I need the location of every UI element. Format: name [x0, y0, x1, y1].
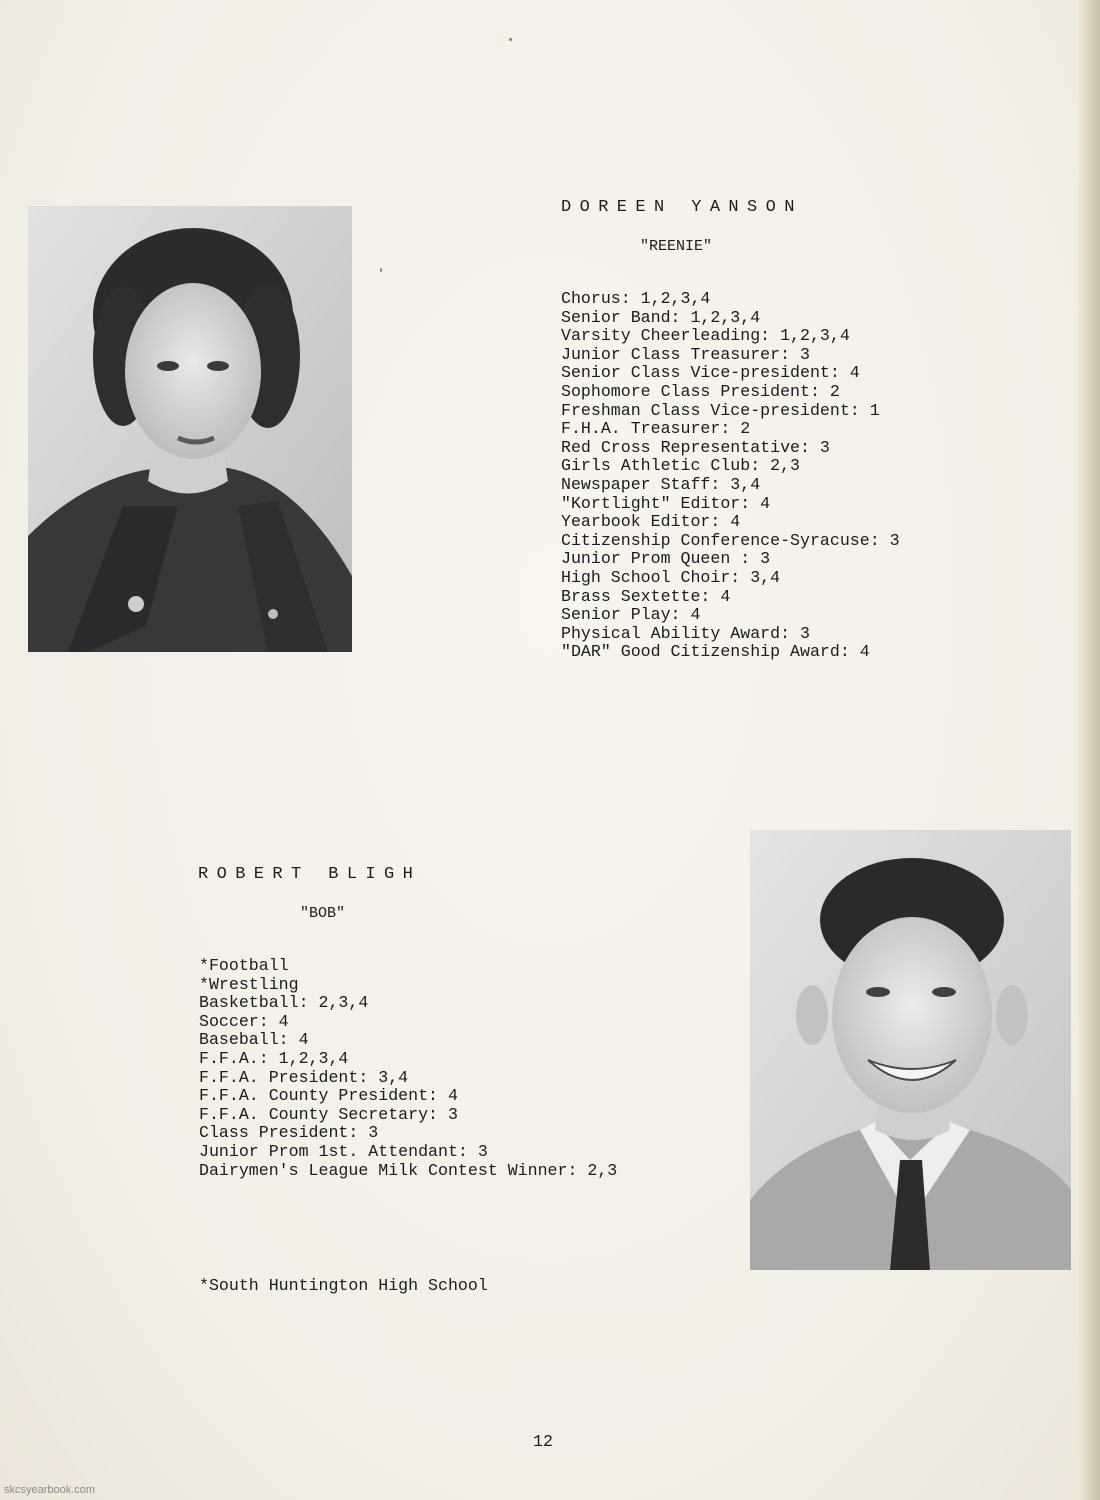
activity-item: *Wrestling [199, 974, 299, 994]
activity-item: Physical Ability Award: 3 [561, 623, 810, 643]
activity-item: Varsity Cheerleading: 1,2,3,4 [561, 326, 850, 346]
activity-item: Junior Class Treasurer: 3 [561, 344, 810, 364]
student-name: DOREEN YANSON [561, 198, 803, 217]
activity-item: Chorus: 1,2,3,4 [561, 289, 711, 308]
activity-item: Girls Athletic Club: 2,3 [561, 456, 800, 476]
activity-item: F.H.A. Treasurer: 2 [561, 419, 751, 439]
activity-list [561, 290, 900, 662]
activity-item: Class President: 3 [199, 1123, 379, 1143]
portrait-photo-robert [750, 830, 1071, 1270]
activity-item: F.F.A. County Secretary: 3 [199, 1104, 458, 1124]
activity-item: Red Cross Representative: 3 [561, 437, 830, 457]
activity-item: Junior Prom Queen : 3 [561, 549, 771, 569]
activity-item: Basketball: 2,3,4 [199, 993, 369, 1013]
activity-item: Brass Sextette: 4 [561, 586, 731, 606]
footnote: *South Huntington High School [199, 1276, 488, 1295]
activity-item: *Football [199, 956, 289, 975]
activity-item: "DAR" Good Citizenship Award: 4 [561, 642, 870, 662]
activity-item: F.F.A. President: 3,4 [199, 1067, 409, 1087]
student-nickname: "BOB" [300, 905, 346, 922]
activity-item: Senior Band: 1,2,3,4 [561, 307, 761, 327]
activity-item: Dairymen's League Milk Contest Winner: 2,3 [199, 1160, 618, 1180]
activity-item: Yearbook Editor: 4 [561, 512, 741, 532]
activity-item: Freshman Class Vice-president: 1 [561, 400, 880, 420]
student-name: ROBERT BLIGH [198, 865, 422, 884]
page-number: 12 [533, 1432, 553, 1451]
activity-item: Sophomore Class President: 2 [561, 381, 840, 401]
activity-list [199, 957, 617, 1180]
activity-item: Soccer: 4 [199, 1011, 289, 1031]
page-binding-edge [1078, 0, 1100, 1500]
paper-speck [509, 38, 512, 41]
paper-speck [380, 268, 382, 272]
activity-item: Newspaper Staff: 3,4 [561, 474, 761, 494]
activity-item: Junior Prom 1st. Attendant: 3 [199, 1141, 488, 1161]
activity-item: High School Choir: 3,4 [561, 567, 781, 587]
activity-item: Senior Class Vice-president: 4 [561, 363, 860, 383]
portrait-photo-doreen [28, 206, 352, 652]
watermark: skcsyearbook.com [4, 1484, 96, 1496]
student-nickname: "REENIE" [640, 238, 713, 255]
activity-item: Citizenship Conference-Syracuse: 3 [561, 530, 900, 550]
activity-item: "Kortlight" Editor: 4 [561, 493, 771, 513]
activity-item: Baseball: 4 [199, 1030, 309, 1050]
activity-item: F.F.A. County President: 4 [199, 1086, 458, 1106]
activity-item: F.F.A.: 1,2,3,4 [199, 1048, 349, 1068]
activity-item: Senior Play: 4 [561, 605, 701, 625]
